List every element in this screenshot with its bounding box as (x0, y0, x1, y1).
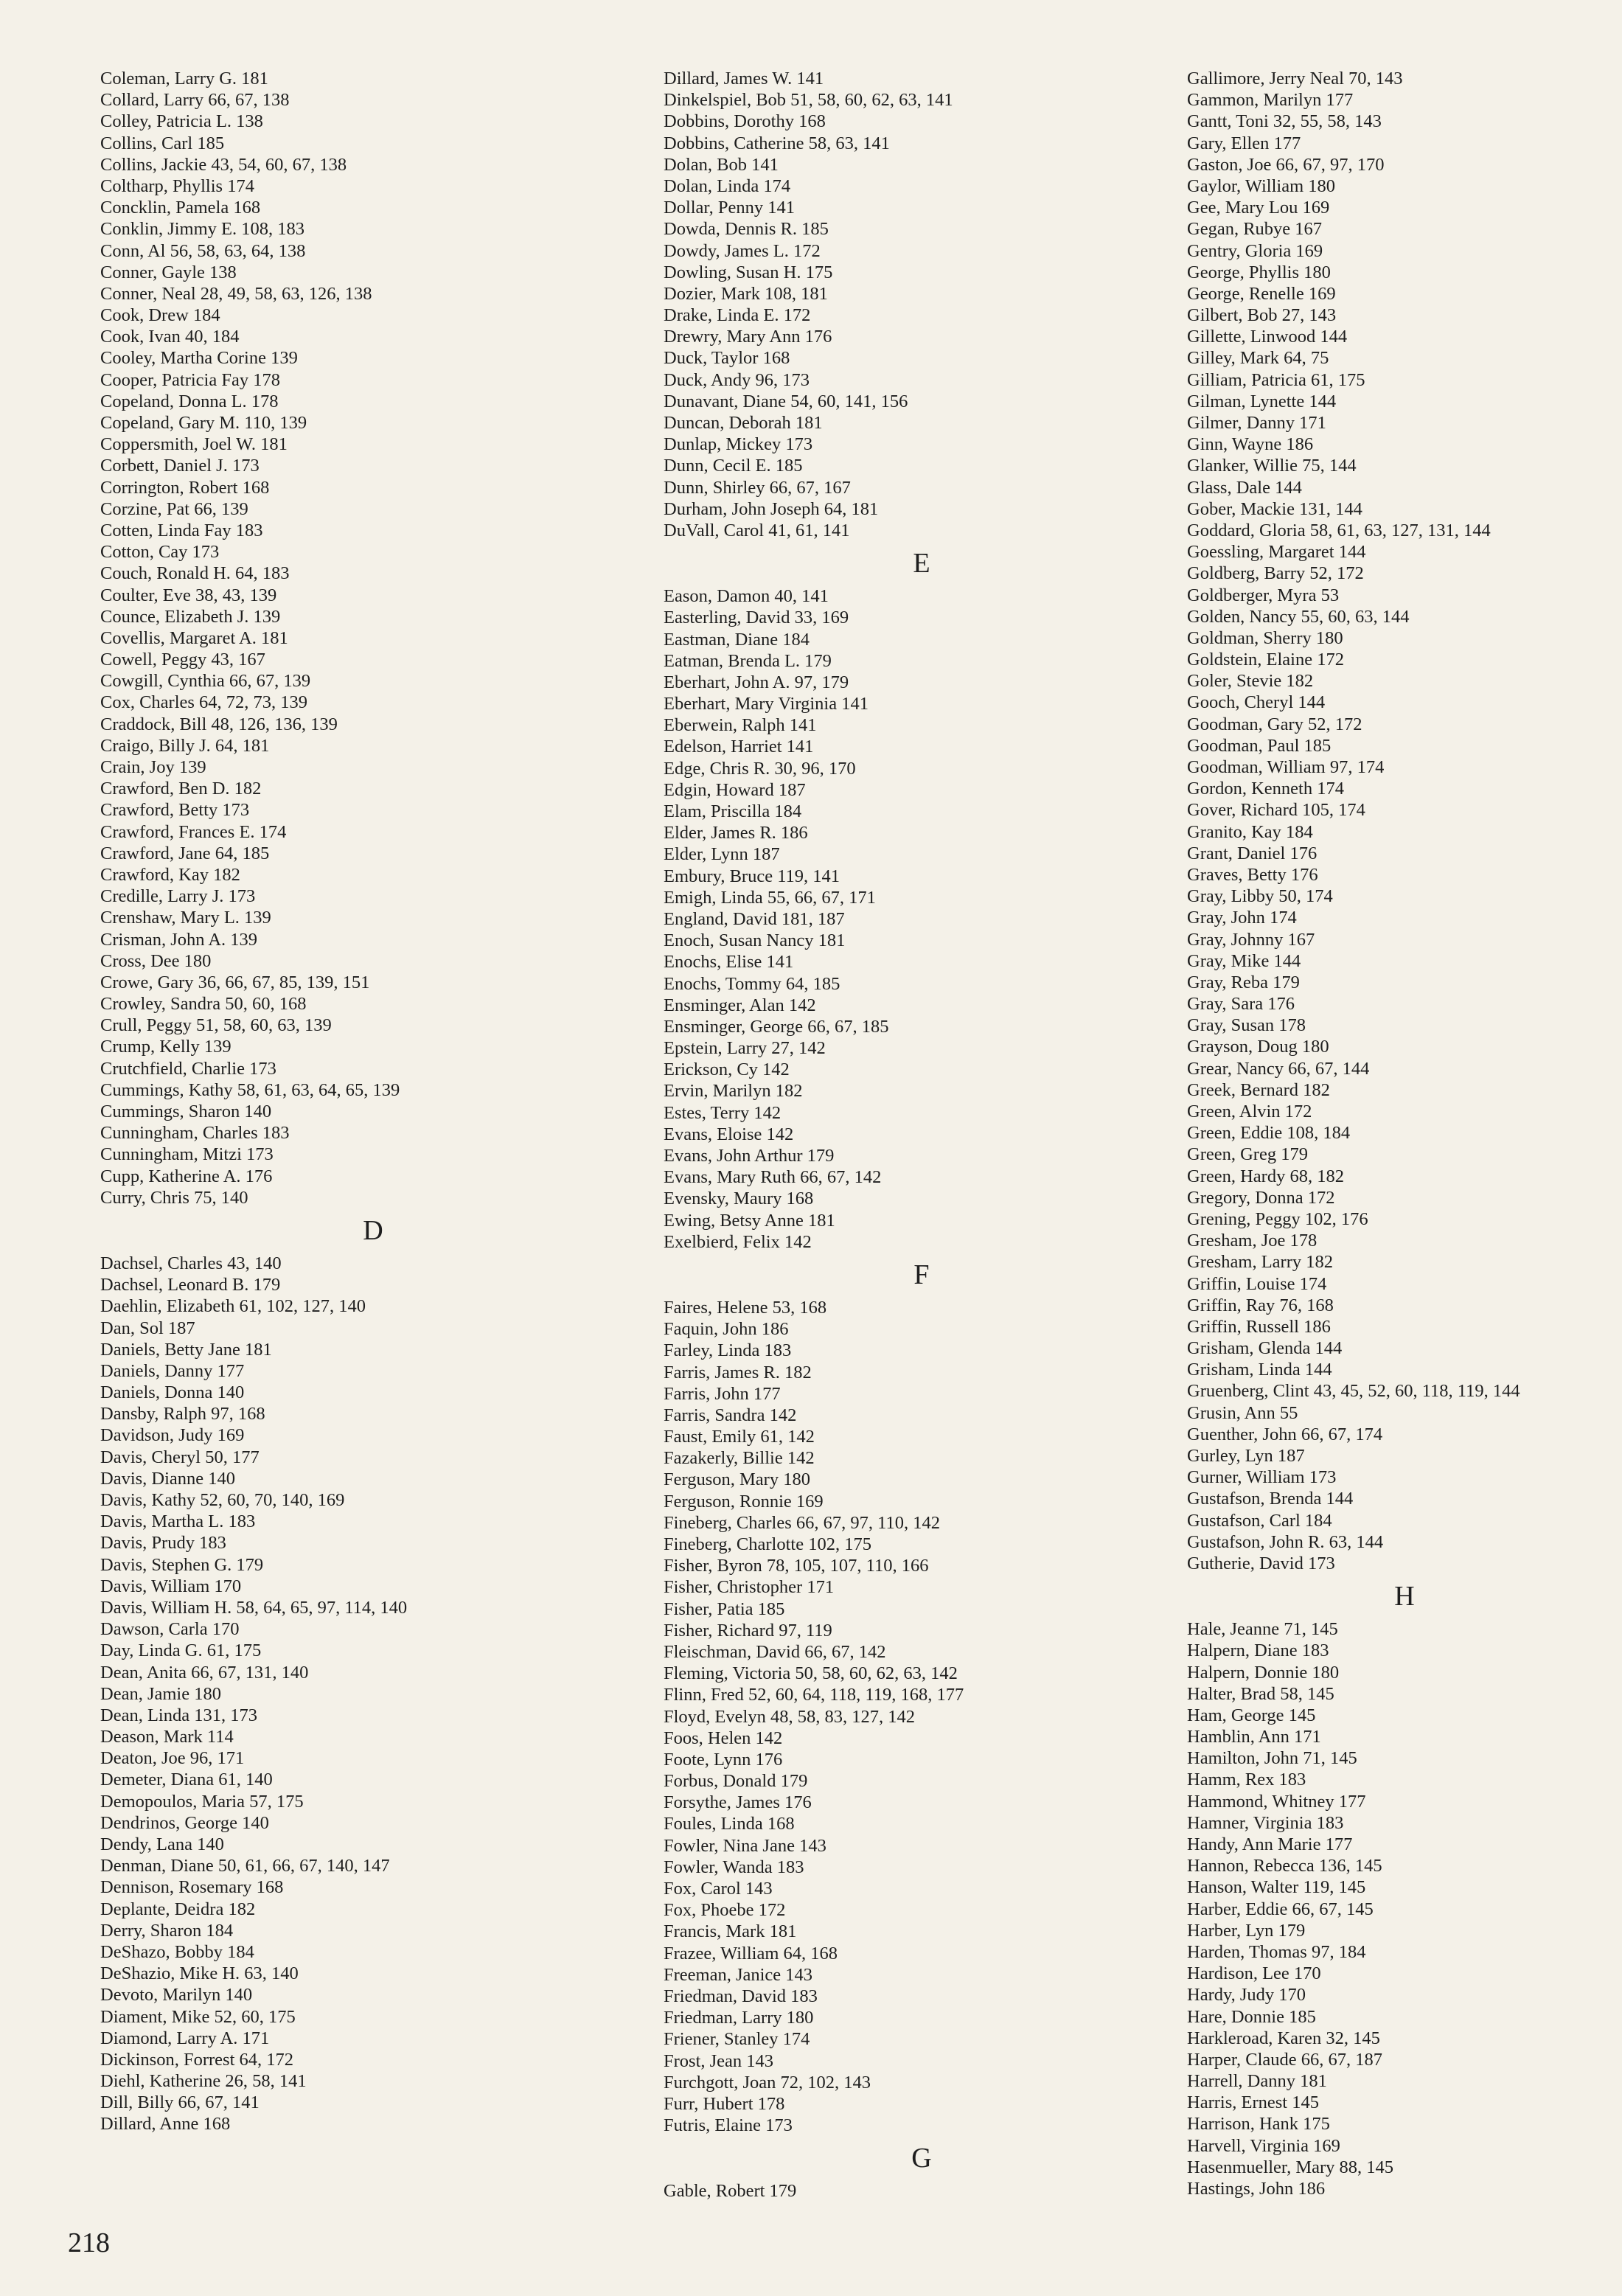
index-entry: Gober, Mackie 131, 144 (1187, 498, 1362, 519)
index-entry: Gray, Sara 176 (1187, 994, 1295, 1015)
index-entry: Crenshaw, Mary L. 139 (100, 908, 271, 928)
index-entry: Davis, Dianne 140 (100, 1468, 236, 1489)
index-entry: Easterling, David 33, 169 (664, 608, 849, 628)
index-entry: Gray, John 174 (1187, 908, 1297, 928)
index-entry: Conklin, Jimmy E. 108, 183 (100, 219, 305, 240)
index-entry: Flinn, Fred 52, 60, 64, 118, 119, 168, 177 (664, 1685, 964, 1705)
index-entry: Gresham, Larry 182 (1187, 1252, 1333, 1273)
index-entry: Gover, Richard 105, 174 (1187, 800, 1365, 821)
index-entry: Ensminger, Alan 142 (664, 995, 816, 1015)
index-entry: Dean, Linda 131, 173 (100, 1705, 257, 1725)
index-entry: Cook, Drew 184 (100, 305, 220, 326)
index-entry: Coltharp, Phyllis 174 (100, 175, 254, 196)
index-entry: Hasenmueller, Mary 88, 145 (1187, 2157, 1394, 2177)
index-entry: Davis, Kathy 52, 60, 70, 140, 169 (100, 1490, 345, 1510)
index-entry: Goessling, Margaret 144 (1187, 542, 1366, 563)
index-entry: Diamond, Larry A. 171 (100, 2028, 270, 2048)
index-entry: Davis, William H. 58, 64, 65, 97, 114, 140 (100, 1597, 408, 1618)
index-entry: Coulter, Eve 38, 43, 139 (100, 585, 277, 605)
index-entry: Fleischman, David 66, 67, 142 (664, 1641, 886, 1662)
index-entry: Durham, John Joseph 64, 181 (664, 498, 879, 519)
index-entry: Farris, John 177 (664, 1383, 781, 1404)
index-entry: Dolan, Bob 141 (664, 154, 779, 175)
index-entry: Dennison, Rosemary 168 (100, 1877, 284, 1898)
index-entry: Dendrinos, George 140 (100, 1812, 269, 1833)
index-entry: Daniels, Donna 140 (100, 1382, 245, 1403)
index-entry: Fox, Phoebe 172 (664, 1900, 786, 1921)
index-entry: Gray, Mike 144 (1187, 950, 1301, 971)
index-column-1 (100, 68, 646, 2135)
index-entry: Dillard, James W. 141 (664, 69, 824, 88)
index-entry: Fisher, Richard 97, 119 (664, 1620, 832, 1641)
index-entry: Gilliam, Patricia 61, 175 (1187, 369, 1365, 390)
index-entry: Concklin, Pamela 168 (100, 198, 261, 218)
index-entry: Fox, Carol 143 (664, 1879, 773, 1899)
index-entry: Cunningham, Mitzi 173 (100, 1144, 274, 1165)
index-entry: Gresham, Joe 178 (1187, 1231, 1318, 1251)
index-entry: Griffin, Ray 76, 168 (1187, 1295, 1334, 1315)
index-entry: Crawford, Kay 182 (100, 864, 240, 885)
index-entry: Dunn, Cecil E. 185 (664, 456, 803, 476)
index-entry: Ginn, Wayne 186 (1187, 434, 1314, 455)
index-entry: Eastman, Diane 184 (664, 629, 810, 650)
index-entry: Davis, Cheryl 50, 177 (100, 1447, 260, 1467)
index-entry: Denman, Diane 50, 61, 66, 67, 140, 147 (100, 1856, 390, 1876)
index-entry: Hardy, Judy 170 (1187, 1985, 1306, 2005)
index-entry: Glanker, Willie 75, 144 (1187, 456, 1357, 476)
index-entry: Davis, Martha L. 183 (100, 1511, 256, 1532)
index-entry: Friedman, David 183 (664, 1986, 818, 2006)
index-entry: Davis, William 170 (100, 1576, 242, 1596)
index-entry: Cunningham, Charles 183 (100, 1123, 290, 1144)
index-entry: Green, Alvin 172 (1187, 1102, 1312, 1121)
index-entry: Corzine, Pat 66, 139 (100, 498, 248, 519)
index-entry: Gillette, Linwood 144 (1187, 327, 1348, 347)
index-entry: Dunlap, Mickey 173 (664, 434, 813, 455)
index-entry: Goddard, Gloria 58, 61, 63, 127, 131, 144 (1187, 520, 1491, 540)
index-entry: Grant, Daniel 176 (1187, 843, 1318, 863)
index-entry: Harper, Claude 66, 67, 187 (1187, 2049, 1383, 2070)
index-entry: Edgin, Howard 187 (664, 779, 806, 800)
index-entry: Coppersmith, Joel W. 181 (100, 434, 288, 455)
index-entry: Ham, George 145 (1187, 1705, 1316, 1725)
index-entry: Fisher, Christopher 171 (664, 1577, 835, 1598)
index-entry: Gilman, Lynette 144 (1187, 391, 1337, 411)
index-entry: Gustafson, Carl 184 (1187, 1510, 1332, 1531)
index-entry: Dean, Anita 66, 67, 131, 140 (100, 1662, 309, 1683)
index-entry: Evans, John Arthur 179 (664, 1146, 835, 1166)
index-entry: Gordon, Kenneth 174 (1187, 779, 1344, 799)
index-entry: Goldstein, Elaine 172 (1187, 650, 1344, 670)
index-entry: Conner, Gayle 138 (100, 262, 237, 282)
index-entry: Hamblin, Ann 171 (1187, 1727, 1321, 1747)
index-entry: Crawford, Ben D. 182 (100, 779, 262, 799)
index-entry: Cowell, Peggy 43, 167 (100, 650, 265, 670)
index-entry: Cummings, Sharon 140 (100, 1102, 272, 1121)
index-entry: Enochs, Elise 141 (664, 952, 794, 973)
index-entry: Hamilton, John 71, 145 (1187, 1748, 1357, 1769)
index-entry: Ewing, Betsy Anne 181 (664, 1210, 835, 1231)
index-entry: Davis, Stephen G. 179 (100, 1554, 264, 1575)
index-entry: Crawford, Frances E. 174 (100, 821, 287, 842)
index-entry: Fineberg, Charles 66, 67, 97, 110, 142 (664, 1512, 940, 1533)
section-letter-heading: F (913, 1259, 930, 1290)
index-entry: Foote, Lynn 176 (664, 1749, 783, 1770)
index-entry: Couch, Ronald H. 64, 183 (100, 563, 290, 584)
index-entry: Evans, Mary Ruth 66, 67, 142 (664, 1167, 882, 1188)
index-entry: Gutherie, David 173 (1187, 1553, 1335, 1573)
index-entry: Copeland, Gary M. 110, 139 (100, 413, 307, 433)
index-entry: Gammon, Marilyn 177 (1187, 90, 1354, 111)
index-entry: Green, Greg 179 (1187, 1144, 1308, 1165)
index-entry: Collard, Larry 66, 67, 138 (100, 90, 290, 111)
index-entry: Copeland, Donna L. 178 (100, 391, 279, 411)
index-entry: Crain, Joy 139 (100, 757, 206, 777)
index-entry: Friedman, Larry 180 (664, 2008, 814, 2028)
index-entry: Gallimore, Jerry Neal 70, 143 (1187, 69, 1403, 88)
section-letter-heading: E (913, 548, 930, 580)
index-entry: Frost, Jean 143 (664, 2050, 774, 2071)
index-entry: Estes, Terry 142 (664, 1102, 782, 1123)
index-entry: Gustafson, John R. 63, 144 (1187, 1531, 1384, 1552)
index-entry: Fowler, Wanda 183 (664, 1857, 804, 1877)
section-letter-heading: D (363, 1214, 383, 1246)
index-entry: Floyd, Evelyn 48, 58, 83, 127, 142 (664, 1706, 915, 1727)
index-entry: Dobbins, Dorothy 168 (664, 111, 826, 132)
index-entry: Gray, Libby 50, 174 (1187, 886, 1333, 907)
index-entry: Erickson, Cy 142 (664, 1060, 790, 1080)
index-entry: Hamner, Virginia 183 (1187, 1812, 1344, 1833)
index-entry: Eberhart, John A. 97, 179 (664, 672, 849, 692)
index-entry: Hardison, Lee 170 (1187, 1963, 1321, 1984)
index-entry: Gray, Susan 178 (1187, 1015, 1306, 1036)
index-entry: Dachsel, Charles 43, 140 (100, 1253, 282, 1273)
index-entry: Hanson, Walter 119, 145 (1187, 1877, 1366, 1898)
index-entry: Hammond, Whitney 177 (1187, 1791, 1366, 1812)
index-entry: Farris, James R. 182 (664, 1362, 812, 1382)
index-entry: Gray, Reba 179 (1187, 972, 1300, 992)
index-entry: Gilbert, Bob 27, 143 (1187, 305, 1337, 326)
index-entry: Grisham, Glenda 144 (1187, 1338, 1343, 1359)
index-entry: Green, Hardy 68, 182 (1187, 1166, 1344, 1186)
index-entry: Deaton, Joe 96, 171 (100, 1748, 245, 1769)
index-entry: Frazee, William 64, 168 (664, 1943, 838, 1963)
index-entry: Gregory, Donna 172 (1187, 1187, 1335, 1208)
index-entry: Davidson, Judy 169 (100, 1425, 245, 1446)
index-entry: Glass, Dale 144 (1187, 477, 1302, 498)
index-entry: Ervin, Marilyn 182 (664, 1081, 803, 1102)
index-entry: Daniels, Danny 177 (100, 1360, 245, 1381)
index-entry: Cross, Dee 180 (100, 950, 212, 971)
index-entry: Goler, Stevie 182 (1187, 671, 1314, 692)
index-entry: Francis, Mark 181 (664, 1921, 797, 1942)
index-entry: Greek, Bernard 182 (1187, 1079, 1330, 1100)
index-entry: Harrell, Danny 181 (1187, 2071, 1327, 2092)
index-entry: Grusin, Ann 55 (1187, 1402, 1298, 1423)
index-entry: Duck, Andy 96, 173 (664, 369, 810, 390)
index-entry: Harber, Eddie 66, 67, 145 (1187, 1899, 1374, 1919)
index-entry: Drewry, Mary Ann 176 (664, 327, 832, 347)
index-entry: Gurner, William 173 (1187, 1467, 1337, 1488)
index-column-2 (664, 68, 1180, 2202)
index-entry: Davis, Prudy 183 (100, 1533, 226, 1554)
index-entry: Crump, Kelly 139 (100, 1037, 232, 1057)
index-entry: Gantt, Toni 32, 55, 58, 143 (1187, 111, 1382, 132)
index-entry: Dan, Sol 187 (100, 1318, 195, 1338)
index-entry: Gary, Ellen 177 (1187, 133, 1301, 153)
index-entry: Granito, Kay 184 (1187, 821, 1313, 842)
index-entry: Cowgill, Cynthia 66, 67, 139 (100, 671, 311, 692)
index-entry: Enoch, Susan Nancy 181 (664, 930, 846, 951)
index-entry: Gray, Johnny 167 (1187, 929, 1315, 950)
index-entry: Faires, Helene 53, 168 (664, 1297, 827, 1318)
index-entry: Fazakerly, Billie 142 (664, 1448, 815, 1469)
index-entry: Goldberger, Myra 53 (1187, 585, 1340, 605)
index-entry: Dickinson, Forrest 64, 172 (100, 2049, 293, 2070)
index-entry: Harvell, Virginia 169 (1187, 2135, 1340, 2156)
index-entry: Diament, Mike 52, 60, 175 (100, 2006, 296, 2027)
index-entry: Crowe, Gary 36, 66, 67, 85, 139, 151 (100, 972, 370, 992)
index-entry: Foules, Linda 168 (664, 1814, 795, 1834)
index-entry: Enochs, Tommy 64, 185 (664, 973, 840, 994)
index-entry: Daehlin, Elizabeth 61, 102, 127, 140 (100, 1296, 366, 1317)
index-entry: Evans, Eloise 142 (664, 1124, 794, 1144)
index-entry: Goodman, William 97, 174 (1187, 757, 1385, 777)
index-entry: Cox, Charles 64, 72, 73, 139 (100, 692, 308, 713)
index-entry: Duck, Taylor 168 (664, 348, 790, 369)
index-entry: Griffin, Russell 186 (1187, 1316, 1331, 1337)
index-entry: Cook, Ivan 40, 184 (100, 327, 240, 347)
index-entry: Dunavant, Diane 54, 60, 141, 156 (664, 391, 908, 411)
index-entry: Devoto, Marilyn 140 (100, 1985, 253, 2005)
index-entry: Crutchfield, Charlie 173 (100, 1058, 276, 1079)
index-entry: Edge, Chris R. 30, 96, 170 (664, 758, 856, 779)
index-entry: Dowda, Dennis R. 185 (664, 219, 829, 240)
index-entry: Credille, Larry J. 173 (100, 886, 256, 907)
index-entry: Cotten, Linda Fay 183 (100, 520, 263, 540)
index-entry: Dollar, Penny 141 (664, 198, 795, 218)
index-entry: Halpern, Donnie 180 (1187, 1662, 1340, 1683)
index-entry: Hastings, John 186 (1187, 2179, 1326, 2199)
index-entry: Green, Eddie 108, 184 (1187, 1123, 1351, 1144)
index-entry: Crisman, John A. 139 (100, 929, 258, 950)
index-entry: Furchgott, Joan 72, 102, 143 (664, 2072, 871, 2093)
index-entry: Grening, Peggy 102, 176 (1187, 1208, 1368, 1229)
index-entry: Futris, Elaine 173 (664, 2115, 793, 2136)
index-entry: Friener, Stanley 174 (664, 2029, 810, 2050)
index-entry: Furr, Hubert 178 (664, 2093, 785, 2114)
index-entry: Covellis, Margaret A. 181 (100, 627, 288, 648)
index-entry: Collins, Carl 185 (100, 133, 225, 153)
index-column-3 (1187, 68, 1622, 2199)
index-entry: Craddock, Bill 48, 126, 136, 139 (100, 714, 338, 734)
index-entry: Gee, Mary Lou 169 (1187, 198, 1330, 218)
index-entry: Gurley, Lyn 187 (1187, 1446, 1305, 1466)
index-entry: Fisher, Patia 185 (664, 1598, 785, 1619)
index-entry: Coleman, Larry G. 181 (100, 69, 268, 88)
index-entry: Duncan, Deborah 181 (664, 413, 823, 433)
index-entry: Halter, Brad 58, 145 (1187, 1683, 1334, 1704)
index-entry: Crull, Peggy 51, 58, 60, 63, 139 (100, 1015, 332, 1036)
index-entry: Dillard, Anne 168 (100, 2114, 231, 2135)
index-entry: Dill, Billy 66, 67, 141 (100, 2093, 260, 2113)
section-letter-heading: G (911, 2143, 932, 2174)
index-entry: Crawford, Betty 173 (100, 800, 250, 821)
index-entry: Corrington, Robert 168 (100, 477, 270, 498)
index-entry: Graves, Betty 176 (1187, 864, 1318, 885)
index-entry: Dozier, Mark 108, 181 (664, 283, 828, 304)
index-entry: Gaston, Joe 66, 67, 97, 170 (1187, 154, 1385, 175)
index-entry: Dachsel, Leonard B. 179 (100, 1275, 281, 1295)
index-entry: Deason, Mark 114 (100, 1727, 234, 1747)
index-entry: DuVall, Carol 41, 61, 141 (664, 520, 850, 540)
index-entry: Goodman, Paul 185 (1187, 735, 1332, 756)
index-entry: Gooch, Cheryl 144 (1187, 692, 1326, 713)
index-entry: Daniels, Betty Jane 181 (100, 1339, 272, 1360)
index-entry: Counce, Elizabeth J. 139 (100, 606, 281, 627)
index-entry: George, Phyllis 180 (1187, 262, 1331, 282)
index-entry: England, David 181, 187 (664, 908, 845, 929)
index-entry: DeShazio, Mike H. 63, 140 (100, 1963, 299, 1984)
index-entry: Grear, Nancy 66, 67, 144 (1187, 1058, 1370, 1079)
index-entry: Curry, Chris 75, 140 (100, 1187, 248, 1208)
index-entry: Dean, Jamie 180 (100, 1683, 221, 1704)
index-entry: Gentry, Gloria 169 (1187, 240, 1323, 261)
index-entry: Forbus, Donald 179 (664, 1771, 808, 1792)
index-entry: Gaylor, William 180 (1187, 175, 1336, 196)
index-entry: Farley, Linda 183 (664, 1340, 792, 1361)
index-entry: Guenther, John 66, 67, 174 (1187, 1424, 1383, 1444)
index-entry: Golden, Nancy 55, 60, 63, 144 (1187, 606, 1410, 627)
index-entry: Eberwein, Ralph 141 (664, 715, 817, 736)
index-entry: Evensky, Maury 168 (664, 1189, 814, 1209)
index-entry: Dolan, Linda 174 (664, 175, 791, 196)
index-entry: Gable, Robert 179 (664, 2181, 797, 2202)
index-entry: Dowling, Susan H. 175 (664, 262, 833, 282)
index-entry: Harden, Thomas 97, 184 (1187, 1941, 1366, 1962)
index-entry: Eatman, Brenda L. 179 (664, 650, 832, 671)
index-entry: Harrison, Hank 175 (1187, 2114, 1330, 2135)
index-entry: Freeman, Janice 143 (664, 1964, 813, 1985)
index-entry: Drake, Linda E. 172 (664, 305, 811, 326)
index-entry: Demopoulos, Maria 57, 175 (100, 1791, 304, 1812)
index-entry: Fisher, Byron 78, 105, 107, 110, 166 (664, 1556, 929, 1576)
index-entry: Harkleroad, Karen 32, 145 (1187, 2028, 1380, 2048)
index-entry: Dobbins, Catherine 58, 63, 141 (664, 133, 890, 153)
index-entry: Hale, Jeanne 71, 145 (1187, 1619, 1338, 1640)
index-entry: Crowley, Sandra 50, 60, 168 (100, 994, 307, 1015)
index-entry: Deplante, Deidra 182 (100, 1899, 256, 1919)
index-entry: Ferguson, Mary 180 (664, 1469, 810, 1490)
index-entry: Ferguson, Ronnie 169 (664, 1491, 824, 1511)
index-entry: Elder, James R. 186 (664, 823, 808, 843)
index-entry: Collins, Jackie 43, 54, 60, 67, 138 (100, 154, 347, 175)
index-entry: Edelson, Harriet 141 (664, 737, 814, 757)
index-entry: Ensminger, George 66, 67, 185 (664, 1016, 889, 1037)
index-entry: Craigo, Billy J. 64, 181 (100, 735, 270, 756)
index-entry: Gilmer, Danny 171 (1187, 413, 1326, 433)
index-entry: Epstein, Larry 27, 142 (664, 1038, 826, 1059)
index-entry: Hannon, Rebecca 136, 145 (1187, 1856, 1382, 1876)
index-entry: Faust, Emily 61, 142 (664, 1427, 815, 1447)
index-entry: Dunn, Shirley 66, 67, 167 (664, 477, 851, 498)
index-entry: Handy, Ann Marie 177 (1187, 1834, 1353, 1854)
index-entry: Dowdy, James L. 172 (664, 240, 821, 261)
index-entry: DeShazo, Bobby 184 (100, 1941, 254, 1962)
index-entry: Griffin, Louise 174 (1187, 1273, 1327, 1294)
index-entry: Cupp, Katherine A. 176 (100, 1166, 273, 1186)
index-entry: Hamm, Rex 183 (1187, 1770, 1306, 1790)
index-entry: Emigh, Linda 55, 66, 67, 171 (664, 887, 876, 908)
index-entry: Crawford, Jane 64, 185 (100, 843, 270, 863)
index-entry: Derry, Sharon 184 (100, 1920, 234, 1941)
index-entry: Conn, Al 56, 58, 63, 64, 138 (100, 240, 306, 261)
index-entry: Grayson, Doug 180 (1187, 1037, 1329, 1057)
index-entry: Forsythe, James 176 (664, 1792, 812, 1813)
index-entry: Goldberg, Barry 52, 172 (1187, 563, 1364, 584)
index-entry: Cooper, Patricia Fay 178 (100, 369, 280, 390)
index-entry: Exelbierd, Felix 142 (664, 1231, 812, 1252)
index-entry: Hare, Donnie 185 (1187, 2006, 1316, 2027)
index-entry: Embury, Bruce 119, 141 (664, 866, 840, 886)
index-entry: Dawson, Carla 170 (100, 1619, 240, 1640)
index-entry: Day, Linda G. 61, 175 (100, 1641, 262, 1661)
index-entry: Cooley, Martha Corine 139 (100, 348, 298, 369)
index-entry: Harris, Ernest 145 (1187, 2093, 1319, 2113)
index-entry: Fineberg, Charlotte 102, 175 (664, 1534, 871, 1554)
page-number: 218 (68, 2227, 110, 2258)
index-entry: Gustafson, Brenda 144 (1187, 1489, 1354, 1509)
index-entry: Demeter, Diana 61, 140 (100, 1770, 273, 1790)
index-entry: Eberhart, Mary Virginia 141 (664, 694, 869, 714)
index-entry: Dendy, Lana 140 (100, 1834, 224, 1854)
index-entry: Diehl, Katherine 26, 58, 141 (100, 2071, 307, 2092)
index-entry: George, Renelle 169 (1187, 283, 1336, 304)
index-entry: Harber, Lyn 179 (1187, 1920, 1306, 1941)
index-entry: Faquin, John 186 (664, 1319, 789, 1340)
index-entry: Colley, Patricia L. 138 (100, 111, 263, 132)
index-entry: Goodman, Gary 52, 172 (1187, 714, 1362, 734)
index-entry: Elder, Lynn 187 (664, 844, 780, 865)
index-entry: Eason, Damon 40, 141 (664, 586, 829, 607)
index-entry: Cotton, Cay 173 (100, 542, 220, 563)
section-letter-heading: H (1394, 1581, 1415, 1613)
index-entry: Conner, Neal 28, 49, 58, 63, 126, 138 (100, 283, 372, 304)
index-entry: Gruenberg, Clint 43, 45, 52, 60, 118, 119, 144 (1187, 1381, 1520, 1402)
index-entry: Grisham, Linda 144 (1187, 1360, 1332, 1380)
index-entry: Elam, Priscilla 184 (664, 801, 802, 821)
index-entry: Fleming, Victoria 50, 58, 60, 62, 63, 142 (664, 1663, 958, 1684)
index-entry: Cummings, Kathy 58, 61, 63, 64, 65, 139 (100, 1079, 400, 1100)
index-entry: Foos, Helen 142 (664, 1728, 783, 1748)
index-entry: Gilley, Mark 64, 75 (1187, 348, 1329, 369)
index-entry: Dansby, Ralph 97, 168 (100, 1404, 265, 1424)
index-entry: Fowler, Nina Jane 143 (664, 1835, 826, 1856)
index-entry: Corbett, Daniel J. 173 (100, 456, 260, 476)
index-entry: Farris, Sandra 142 (664, 1405, 797, 1425)
index-entry: Gegan, Rubye 167 (1187, 219, 1323, 240)
index-entry: Dinkelspiel, Bob 51, 58, 60, 62, 63, 141 (664, 90, 953, 111)
index-entry: Goldman, Sherry 180 (1187, 627, 1343, 648)
index-entry: Halpern, Diane 183 (1187, 1641, 1329, 1661)
